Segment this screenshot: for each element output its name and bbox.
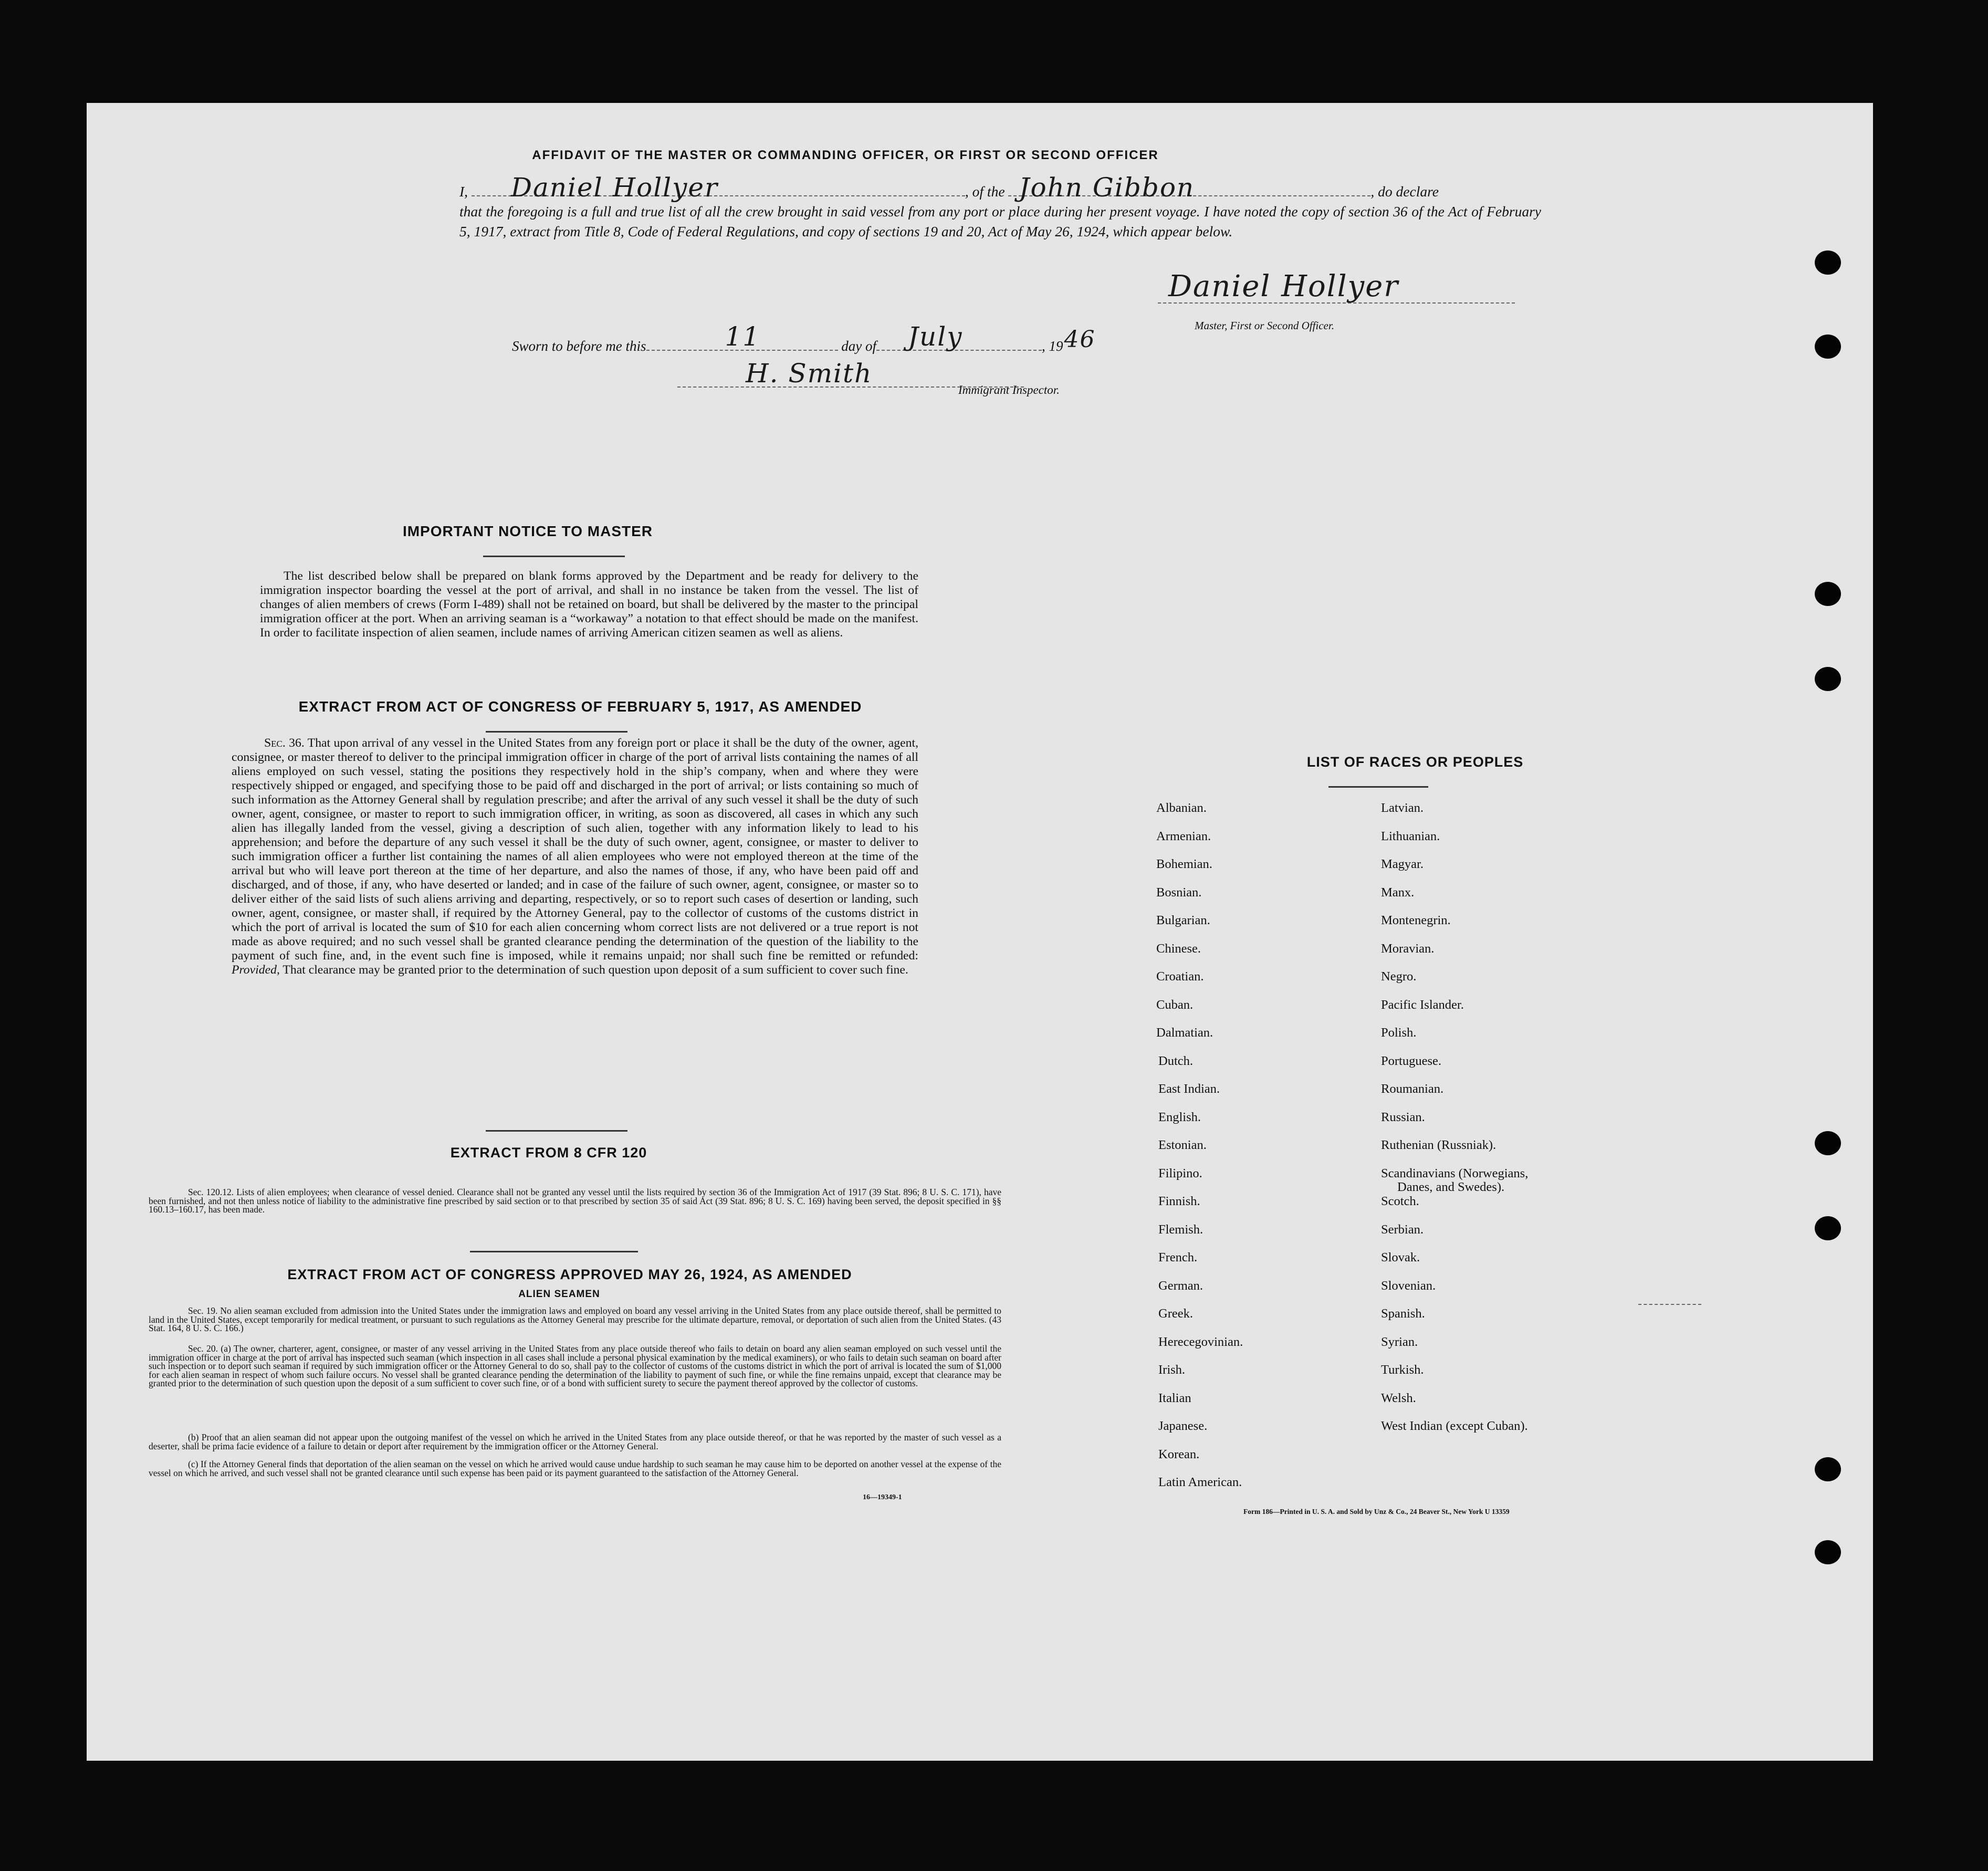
binder-hole — [1815, 1131, 1841, 1155]
printer-footer: Form 186—Printed in U. S. A. and Sold by Unz & Co., 24 Beaver St., New York U 13359 — [1243, 1508, 1510, 1515]
race-item: Irish. — [1158, 1363, 1186, 1377]
race-item: Portuguese. — [1381, 1053, 1441, 1068]
year-handwriting: 46 — [1064, 326, 1096, 353]
vessel-name-field — [1008, 172, 1370, 203]
provided-text: That clearance may be granted prior to the determination of such question upon deposit of a sum sufficient to cover such fine. — [282, 963, 908, 977]
inspector-signature: H. Smith — [746, 358, 873, 389]
declaration-body: that the foregoing is a full and true list of all the crew brought in said vessel from any port or place during her present voyage. I have noted the copy of section 36 of the Act of February 5, 1917, extract from Title 8, Code of Federal Regulations, and copy of sections 19 and 20, Act of May 26, 1924, which appear below. — [459, 203, 1541, 239]
race-item: English. — [1158, 1110, 1201, 1124]
declaration-block — [459, 172, 1541, 242]
of-the-text: , of the — [965, 183, 1005, 200]
race-item: French. — [1158, 1250, 1198, 1264]
race-item: Japanese. — [1158, 1419, 1208, 1433]
vessel-name-handwriting: John Gibbon — [1019, 172, 1195, 203]
binder-hole — [1815, 335, 1841, 359]
race-item: Serbian. — [1381, 1222, 1424, 1237]
sworn-line — [512, 321, 1096, 354]
race-item: Slovak. — [1381, 1250, 1420, 1264]
race-item: Italian — [1158, 1391, 1191, 1405]
races-rule — [1328, 786, 1428, 788]
margin-dash-mark — [1638, 1304, 1701, 1305]
extract-1924-title: EXTRACT FROM ACT OF CONGRESS APPROVED MAY 26, 1924, AS AMENDED — [287, 1267, 852, 1282]
i-prefix: I, — [459, 183, 468, 200]
race-item: Ruthenian (Russniak). — [1381, 1138, 1497, 1152]
race-item: Greek. — [1158, 1306, 1193, 1321]
sec-20a-text: Sec. 20. (a) The owner, charterer, agent, consignee, or master of any vessel arriving in the United States from any place outside thereof who fails to detain on board any alien seaman employed on such vessel until the immigration officer in charge at the port of arrival has inspected such seaman (which inspection in all cases shall include a personal physical examination by the medical examiners), or who fails to detain such seaman on board after such inspection or to deport such seaman if required by such immigration officer or the Attorney General to do so, shall pay to the collector of customs of the customs district in which the port of arrival is located the sum of $1,000 for each alien seaman in respect of whom such failure occurs. No vessel shall be granted clearance pending the determination of the liability to payment of such fine, or while the fine remains unpaid, except that clearance may be granted prior to the determination of such question upon the deposit of a sum sufficient to cover such fine, or of a bond with sufficient surety to secure the payment thereof approved by the collector of customs. — [149, 1343, 1001, 1389]
binder-hole — [1815, 1540, 1841, 1564]
race-item: Scandinavians (Norwegians, — [1381, 1166, 1529, 1180]
races-title: LIST OF RACES OR PEOPLES — [1306, 754, 1524, 770]
race-item: Albanian. — [1156, 801, 1207, 815]
master-signature-line — [1158, 269, 1515, 304]
sec-36-text: That upon arrival of any vessel in the United States from any foreign port or place it shall be the duty of the owner, agent, consignee, or master thereof to deliver to the principal immigration officer in charge of the port of arrival lists containing the names of all aliens employed on such vessel, stating the positions they respectively hold in the ship’s company, when and where they were respectively shipped or engaged, and specifying those to be paid off and discharged in the port of arrival; or lists containing so much of such information as the Attorney General shall by regulation prescribe; and after the arrival of any such vessel it shall be the duty of such owner, agent, consignee, or master to report to such immigration officer, in writing, as soon as discovered, all cases in which any such alien has illegally landed from the vessel, giving a description of such alien, together with any information likely to lead to his apprehension; and before the departure of any such vessel it shall be the duty of such owner, agent, consignee, or master to deliver to such immigration officer a further list containing the names of all alien employees who were not employed thereon at the time of the arrival but who will leave port thereon at the time of her departure, and also the names of those, if any, who have been paid off and discharged, and of those, if any, who have deserted or landed; and in case of the failure of such owner, agent, consignee, or master so to deliver either of the said lists of such aliens arriving and departing, respectively, or so to report such cases of desertion or landing, such owner, agent, consignee, or master shall, if required by the Attorney General, pay to the collector of customs of the customs district in which the port of arrival is located the sum of $10 for each alien concerning whom correct lists are not delivered or a true report is not made as above required; and no such vessel shall be granted clearance pending the determination of the question of the liability to the payment of such fine, and, in the event such fine is imposed, while it remains unpaid; nor shall such fine be remitted or refunded: — [232, 736, 918, 963]
race-item: Dutch. — [1158, 1053, 1193, 1068]
notice-text: The list described below shall be prepared on blank forms approved by the Department and be ready for delivery to the immigration inspector boarding the vessel at the port of arrival, and shall in no instance be taken from the vessel. The list of changes of alien members of crews (Form I-489) shall not be retained on board, but shall be delivered by the master to the principal immigration officer at the port. When an arriving seaman is a “workaway” a notation to that effect should be made on the manifest. In order to facilitate inspection of alien seamen, include names of arriving American citizen seamen as well as aliens. — [260, 569, 918, 640]
form-number: 16—19349-1 — [863, 1493, 902, 1501]
race-item: Montenegrin. — [1381, 913, 1451, 927]
extract-cfr-text: Sec. 120.12. Lists of alien employees; when clearance of vessel denied. Clearance shall not be granted any vessel until the lists required by section 36 of the Immigration Act of 1917 (39 Stat. 896; 8 U. S. C. 171), have been furnished, and not then unless notice of liability to the administrative fine prescribed by said section or to that prescribed by section 35 of said Act (39 Stat. 896; 8 U. S. C. 169) having been served, the deposit specified in §§ 160.13–160.17, has been made. — [149, 1187, 1001, 1215]
race-item: Slovenian. — [1381, 1278, 1436, 1293]
extract-cfr-rule — [470, 1251, 638, 1252]
sworn-day-handwriting: 11 — [725, 321, 761, 352]
master-name-handwriting: Daniel Hollyer — [510, 172, 718, 203]
day-of-text: day of — [841, 338, 876, 354]
race-item: Finnish. — [1158, 1194, 1200, 1208]
race-item: Syrian. — [1381, 1334, 1418, 1349]
sworn-month-field — [876, 321, 1042, 352]
race-item: Latvian. — [1381, 801, 1424, 815]
binder-hole — [1815, 1457, 1841, 1481]
race-item: Negro. — [1381, 969, 1417, 984]
master-signature: Daniel Hollyer — [1168, 269, 1399, 304]
race-item: Magyar. — [1381, 857, 1424, 871]
do-declare-text: , do declare — [1370, 183, 1439, 200]
master-signature-caption: Master, First or Second Officer. — [1195, 319, 1334, 332]
extract-1917-rule — [486, 731, 627, 733]
race-item: Moravian. — [1381, 941, 1435, 956]
affidavit-title: AFFIDAVIT OF THE MASTER OR COMMANDING OFFICER, OR FIRST OR SECOND OFFICER — [532, 148, 1159, 162]
extract-1917-title: EXTRACT FROM ACT OF CONGRESS OF FEBRUARY 5, 1917, AS AMENDED — [298, 698, 862, 715]
race-item: Danes, and Swedes). — [1397, 1179, 1505, 1194]
race-item: Bohemian. — [1156, 857, 1212, 871]
extract-1917-text — [232, 736, 918, 977]
race-item: Croatian. — [1156, 969, 1204, 984]
race-item: German. — [1158, 1278, 1204, 1293]
race-item: Bosnian. — [1156, 885, 1202, 900]
race-item: Polish. — [1381, 1026, 1417, 1040]
declaration-line — [459, 172, 1541, 203]
race-item: Roumanian. — [1381, 1082, 1444, 1096]
race-item: Korean. — [1158, 1447, 1200, 1461]
sworn-month-handwriting: July — [908, 321, 963, 352]
race-item: Spanish. — [1381, 1306, 1425, 1321]
form-sheet — [87, 103, 1873, 1761]
race-item: East Indian. — [1158, 1082, 1220, 1096]
race-item: Scotch. — [1381, 1194, 1419, 1208]
race-item: Flemish. — [1158, 1222, 1204, 1237]
race-item: Welsh. — [1381, 1391, 1416, 1405]
sworn-day-field — [646, 321, 838, 352]
binder-hole — [1815, 582, 1841, 606]
provided-label: Provided, — [232, 963, 280, 977]
race-item: Manx. — [1381, 885, 1415, 900]
master-name-field — [472, 172, 965, 203]
sworn-prefix: Sworn to before me this — [512, 338, 646, 354]
race-item: Lithuanian. — [1381, 829, 1440, 843]
sec-20b-text: (b) Proof that an alien seaman did not appear upon the outgoing manifest of the vessel on which he arrived in the United States from any place outside thereof, or that he was reported by the master of such vessel as a deserter, shall be prima facie evidence of a failure to detain or deport after requirement by the immigration officer or the Attorney General. — [149, 1432, 1001, 1451]
race-item: Armenian. — [1156, 829, 1211, 843]
binder-hole — [1815, 667, 1841, 691]
notice-rule — [483, 556, 625, 557]
binder-hole — [1815, 250, 1841, 275]
sec-36-label: Sec. 36. — [264, 736, 305, 750]
race-item: Filipino. — [1158, 1166, 1202, 1180]
race-item: Estonian. — [1158, 1138, 1207, 1152]
race-item: Latin American. — [1158, 1475, 1242, 1489]
race-item: Chinese. — [1156, 941, 1201, 956]
race-item: Russian. — [1381, 1110, 1425, 1124]
year-prefix: , 19 — [1042, 338, 1063, 354]
binder-hole — [1815, 1216, 1841, 1240]
race-item: Turkish. — [1381, 1363, 1424, 1377]
race-item: Bulgarian. — [1156, 913, 1210, 927]
race-item: Herecegovinian. — [1158, 1334, 1243, 1349]
sec-20c-text: (c) If the Attorney General finds that deportation of the alien seaman on the vessel on which he arrived would cause undue hardship to such seaman he may cause him to be deported on another vessel at the expense of the vessel on which he arrived, and such vessel shall not be granted clearance until such expense has been paid or its payment guaranteed to the satisfaction of the Attorney General. — [149, 1459, 1001, 1478]
race-item: Cuban. — [1156, 997, 1194, 1012]
extract-1917-end-rule — [486, 1130, 627, 1132]
sec-19-text: Sec. 19. No alien seaman excluded from admission into the United States under the immigration laws and employed on board any vessel arriving in the United States from any place outside thereof, shall be permitted to land in the United States, except temporarily for medical treatment, or pursuant to such regulations as the Attorney General may prescribe for the ultimate departure, removal, or deportation of such alien from the United States. (43 Stat. 164, 8 U. S. C. 166.) — [149, 1305, 1001, 1334]
race-item: Pacific Islander. — [1381, 997, 1464, 1012]
alien-seamen-subtitle: ALIEN SEAMEN — [518, 1289, 600, 1300]
notice-title: IMPORTANT NOTICE TO MASTER — [402, 523, 653, 539]
inspector-caption: Immigrant Inspector. — [958, 383, 1060, 396]
year-field — [1063, 326, 1096, 353]
race-item: West Indian (except Cuban). — [1381, 1419, 1528, 1433]
race-item: Dalmatian. — [1156, 1026, 1213, 1040]
extract-cfr-title: EXTRACT FROM 8 CFR 120 — [450, 1145, 647, 1161]
